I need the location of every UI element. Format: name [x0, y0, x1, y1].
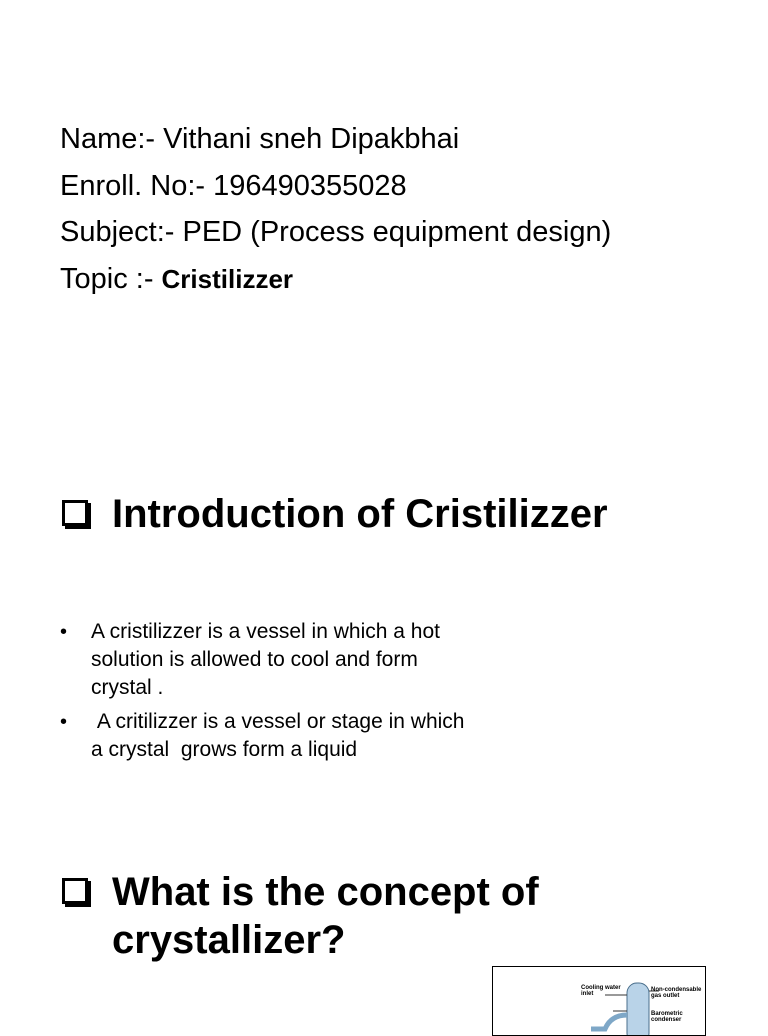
list-item	[60, 618, 480, 702]
condenser-vessel	[627, 983, 649, 1036]
bullet-dot-icon: •	[60, 711, 68, 733]
topic-prefix: Topic :-	[60, 262, 162, 295]
topic-value: Cristilizzer	[161, 263, 294, 294]
noncondensable-gas-label: Non-condensable gas outlet	[651, 987, 702, 999]
topic-line	[60, 256, 611, 303]
list-item	[60, 708, 480, 764]
crystallizer-diagram-drawing	[493, 967, 706, 1036]
subject-line: Subject:- PED (Process equipment design)	[60, 216, 612, 248]
section-heading-concept	[62, 868, 752, 964]
bullet-text: A critilizzer is a vessel or stage in which a crystal grows form a liquid	[91, 710, 471, 761]
name-line: Name:- Vithani sneh Dipakbhai	[60, 123, 460, 155]
section-title: Introduction of Cristilizzer	[112, 492, 608, 536]
bullet-text: A cristilizzer is a vessel in which a hot solution is allowed to cool and form crystal .	[91, 620, 440, 699]
cooling-water-label: Cooling water inlet	[581, 985, 621, 997]
barometric-condenser-label: Barometric condenser	[651, 1011, 683, 1023]
bullet-list	[60, 618, 480, 770]
student-info	[60, 116, 611, 302]
vapor-pipe	[591, 1015, 627, 1029]
bullet-dot-icon: •	[60, 621, 68, 643]
enroll-line: Enroll. No:- 196490355028	[60, 169, 407, 202]
section-heading-introduction	[62, 490, 752, 538]
crystallizer-diagram	[492, 966, 706, 1036]
checkbox-bullet-icon	[62, 878, 88, 904]
section-title: What is the concept of crystallizer?	[112, 870, 539, 962]
checkbox-bullet-icon	[62, 500, 88, 526]
